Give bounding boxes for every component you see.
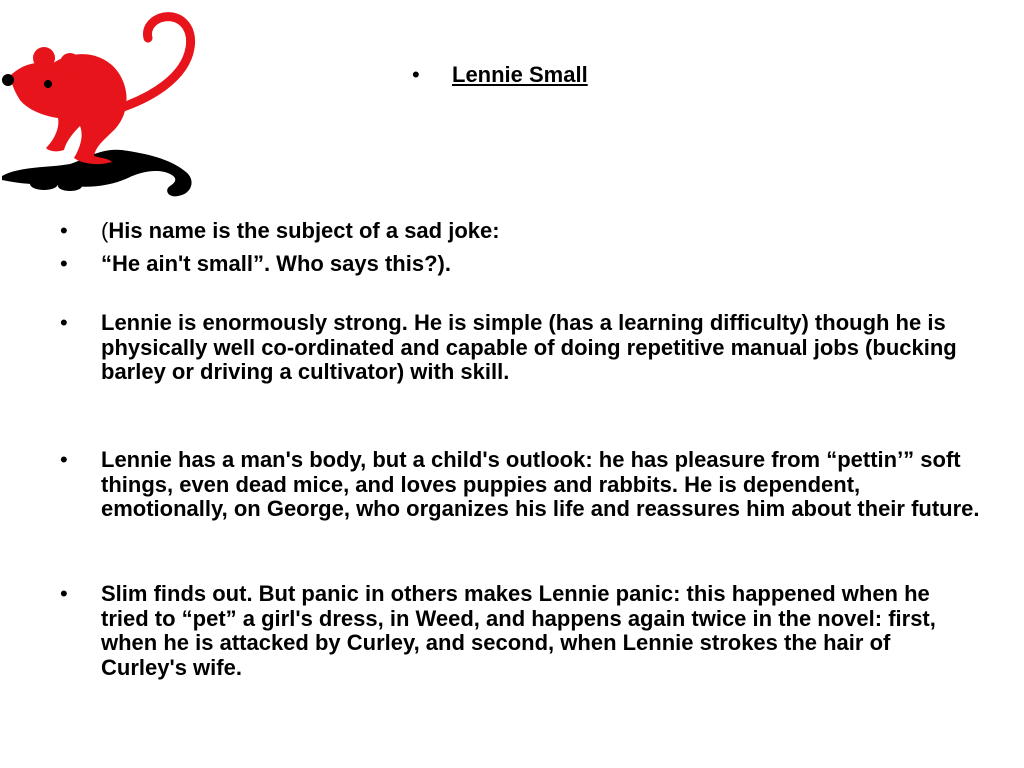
list-item [60,311,980,385]
bullet-text: Slim finds out. But panic in others makes Lennie panic: this happened when he tried to “pet” a girl's dress, in Weed, and happens again twice in the novel: first, when he is attacked by Curley, and second, when Lennie strokes the hair of Curley's wife. [101,581,936,680]
mouse-shadow [2,150,192,197]
list-item [60,582,980,680]
bullet-marker: • [60,218,68,243]
bullet-marker: • [60,447,68,472]
mouse-tail [120,17,191,108]
bullet-marker: • [60,581,68,606]
title-text: Lennie Small [452,62,588,87]
bullet-text: Lennie has a man's body, but a child's outlook: he has pleasure from “pettin’” soft things, even dead mice, and loves puppies and rabbits. He is dependent, emotionally, on George, who organizes his life and reassures him about their future. [101,447,980,521]
bullet-text: Lennie is enormously strong. He is simple (has a learning difficulty) though he is physically well co-ordinated and capable of doing repetitive manual jobs (bucking barley or driving a cultivator) with skill. [101,310,957,384]
title-bullet: • [412,62,420,87]
bullet-text: His name is the subject of a sad joke: [108,218,500,243]
list-item [60,219,980,244]
bullet-lead: ( [101,218,109,243]
list-item [60,252,980,277]
bullet-marker: • [60,251,68,276]
red-mouse-icon [0,8,200,200]
slide-title [412,62,588,88]
list-item [60,448,980,522]
bullet-marker: • [60,310,68,335]
bullet-text: “He ain't small”. Who says this?). [101,251,451,276]
